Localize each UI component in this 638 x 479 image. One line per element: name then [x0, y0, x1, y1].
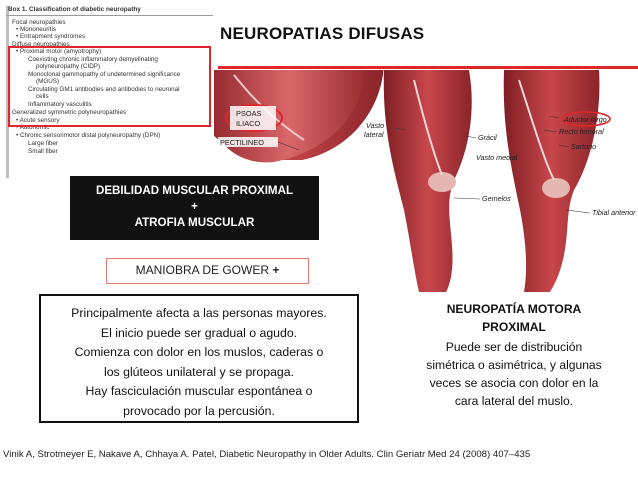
title-rule [218, 66, 638, 69]
label-vasto-lateral-2: lateral [364, 130, 384, 139]
description-line: Principalmente afecta a las personas mayores. [71, 306, 327, 320]
box-line: Circulating GM1 antibodies and antibodies to neuronal [28, 86, 180, 93]
proximal-motor-body [396, 338, 632, 410]
label-recto: Recto femoral [559, 127, 604, 136]
box-line: Focal neuropathies [12, 19, 66, 26]
label-aductor: Aductor largo [564, 115, 607, 124]
box-line: Coexisting chronic inflammatory demyelinating [28, 56, 158, 63]
label-iliaco: ILIACO [236, 119, 261, 128]
box-line: Large fiber [28, 140, 59, 147]
label-psoas: PSOAS [236, 109, 262, 118]
box-line: • Acute sensory [16, 117, 60, 124]
page-title: NEUROPATIAS DIFUSAS [220, 24, 425, 43]
label-pectineo: PECTILINEO [220, 138, 264, 147]
description-line: Hay fasciculación muscular espontánea o [85, 384, 313, 399]
description-line: los glúteos unilateral y se propaga. [103, 364, 295, 379]
box-line: • Autonomic [16, 124, 50, 131]
proximal-title-line: PROXIMAL [482, 320, 546, 334]
citation: Vinik A, Strotmeyer E, Nakave A, Chhaya A. Patel, Diabetic Neuropathy in Older Adults. Clin Geriatr Med 24 (2008) 407–435 [3, 449, 531, 460]
box-line: Small fiber [28, 148, 58, 155]
box-line: • Mononeuritis [16, 26, 57, 33]
box-line: cells [36, 93, 49, 100]
box-line: Inflammatory vasculitis [28, 101, 92, 108]
proximal-title-line: NEUROPATÍA MOTORA [446, 302, 582, 316]
highlight-red-frame [8, 46, 211, 127]
gower-maneuver-box [106, 258, 309, 284]
box-header: Box 1. Classification of diabetic neuropathy [8, 6, 141, 13]
box-line: • Entrapment syndromes [16, 33, 86, 40]
proximal-motor-title [396, 300, 632, 336]
box-line: Diffuse neuropathies [12, 41, 70, 48]
proximal-body-line: Puede ser de distribución [445, 340, 583, 354]
weakness-line-1: DEBILIDAD MUSCULAR PROXIMAL [95, 184, 294, 197]
box-line: polyneuropathy (CIDP) [36, 63, 101, 70]
box-line: • Proximal motor (amyotrophy) [16, 48, 102, 55]
box-line: Generalized symmetric polyneuropathies [12, 109, 127, 116]
proximal-body-line: simétrica o asimétrica, y algunas [426, 358, 602, 372]
box-line: (MGUS) [36, 78, 60, 85]
right-knee [542, 178, 570, 198]
gower-plus: + [272, 263, 280, 277]
description-line: Comienza con dolor en los muslos, caderas o [74, 345, 324, 360]
box-line: • Chronic sensorimotor distal polyneuropathy (DPN) [16, 132, 161, 139]
description-box [39, 294, 359, 423]
box-line: Monoclonal gammopathy of undetermined significance [28, 71, 181, 78]
left-leg [384, 70, 472, 292]
description-line: El inicio puede ser gradual o agudo. [100, 325, 298, 340]
weakness-plus: + [191, 200, 198, 213]
label-vasto-medial: Vasto medial [476, 153, 518, 162]
label-sartorio: Sartorio [571, 142, 597, 151]
label-tibial: Tibial anterior [592, 208, 636, 217]
weakness-callout [70, 176, 319, 240]
box-header-rule [6, 15, 213, 16]
weakness-line-2: ATROFIA MUSCULAR [134, 216, 255, 229]
description-line: provocado por la percusión. [123, 403, 275, 418]
proximal-body-line: veces se asocia con dolor en la [429, 376, 599, 390]
label-gracil: Grácil [478, 133, 497, 142]
proximal-body-line: cara lateral del muslo. [454, 394, 574, 408]
label-gemelos: Gemelos [482, 194, 511, 203]
label-vasto-lateral-1: Vasto [366, 121, 385, 130]
gower-text: MANIOBRA DE GOWER [135, 263, 273, 277]
